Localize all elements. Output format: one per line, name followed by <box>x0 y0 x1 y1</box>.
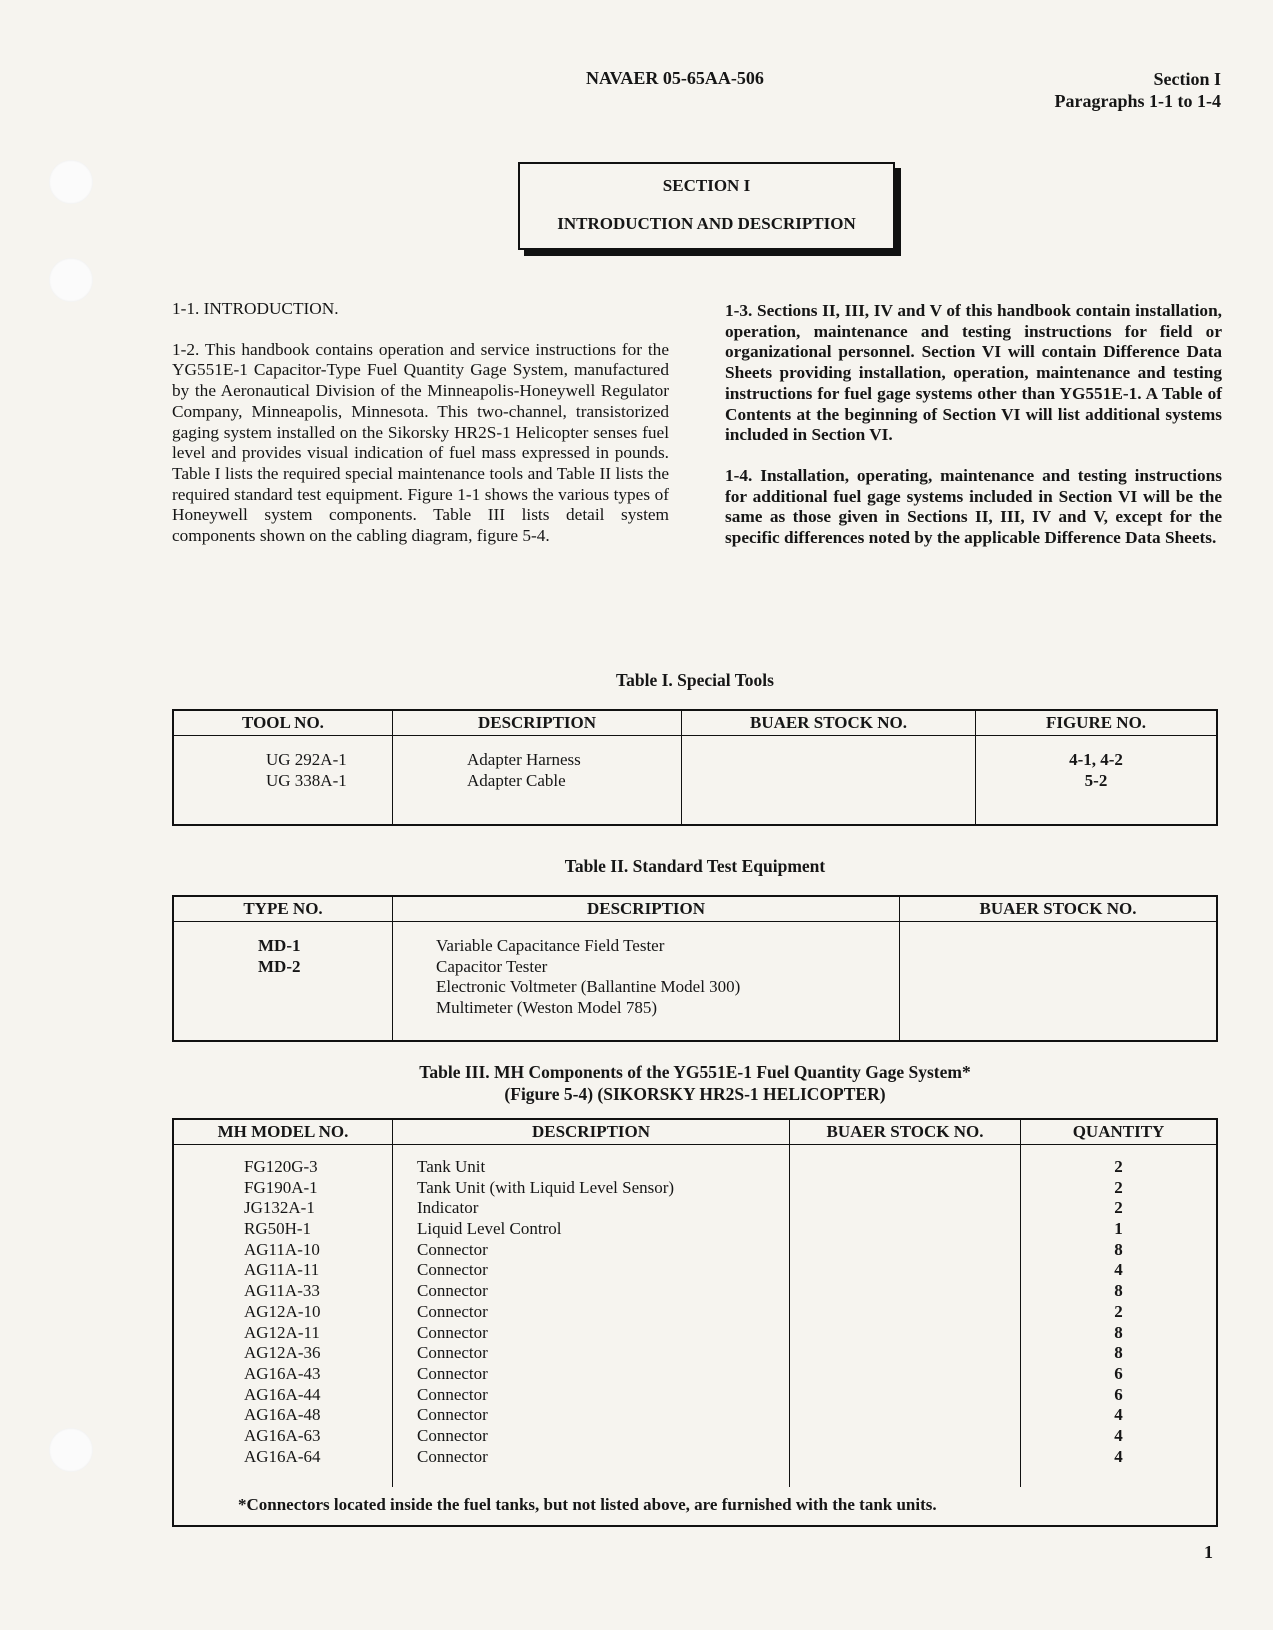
cell-text: 2 <box>1114 1157 1123 1176</box>
column-header: DESCRIPTION <box>393 1119 790 1145</box>
table3-caption <box>172 1061 1218 1105</box>
cell-text: UG 292A-1 <box>266 750 347 769</box>
description-cell <box>393 736 682 826</box>
paragraph-1-4: 1-4. Installation, operating, maintenance and testing instructions for additional fuel gage systems included in Section VI will be the same as those given in Sections II, III, IV and V, except for the specific differences noted by the applicable Difference Data Sheets. <box>725 465 1222 548</box>
cell-text: AG11A-10 <box>244 1239 320 1259</box>
table-header-row <box>173 1119 1217 1145</box>
column-header: MH MODEL NO. <box>173 1119 393 1145</box>
cell-text: AG16A-48 <box>244 1405 321 1425</box>
cell-text: 6 <box>1114 1384 1123 1404</box>
binder-hole-top <box>49 160 93 204</box>
cell-text: 2 <box>1114 1177 1123 1197</box>
table-body-row <box>173 736 1217 826</box>
cell-text: 2 <box>1114 1301 1123 1321</box>
table3-caption-line2: (Figure 5-4) (SIKORSKY HR2S-1 HELICOPTER) <box>504 1084 886 1104</box>
cell-text: Connector <box>417 1446 488 1466</box>
stock-no-cell <box>900 922 1218 1042</box>
cell-text: Connector <box>417 1425 488 1445</box>
column-header: TYPE NO. <box>173 896 393 922</box>
cell-text: 5-2 <box>1084 770 1108 790</box>
table-body-row <box>173 922 1217 1042</box>
cell-text: Adapter Harness <box>467 750 581 769</box>
table-body-row <box>173 1145 1217 1488</box>
cell-text: Connector <box>417 1363 488 1383</box>
cell-text: 2 <box>1114 1198 1123 1218</box>
binder-hole-2 <box>49 258 93 302</box>
introduction-heading: 1-1. INTRODUCTION. <box>172 299 339 318</box>
cell-text: Connector <box>417 1301 488 1321</box>
standard-test-equipment-table <box>172 895 1218 1042</box>
model-no-cell <box>173 1145 393 1488</box>
cell-text: 4-1, 4-2 <box>1069 750 1123 769</box>
cell-text: 1 <box>1114 1219 1123 1239</box>
cell-text: 4 <box>1114 1425 1123 1445</box>
document-number: NAVAER 05-65AA-506 <box>586 68 764 88</box>
column-header: BUAER STOCK NO. <box>900 896 1218 922</box>
type-no-cell <box>173 922 393 1042</box>
cell-text: AG12A-11 <box>244 1322 320 1342</box>
section-subtitle: INTRODUCTION AND DESCRIPTION <box>557 214 856 233</box>
cell-text: Tank Unit (with Liquid Level Sensor) <box>417 1177 675 1197</box>
cell-text: Connector <box>417 1281 488 1301</box>
paragraphs-label: Paragraphs 1-1 to 1-4 <box>1054 91 1221 111</box>
cell-text: Electronic Voltmeter (Ballantine Model 300) <box>436 977 741 997</box>
cell-text: Adapter Cable <box>467 770 566 790</box>
cell-text: Connector <box>417 1239 488 1259</box>
cell-text: 4 <box>1114 1260 1123 1280</box>
table3-caption-line1: Table III. MH Components of the YG551E-1 Fuel Quantity Gage System* <box>419 1062 971 1082</box>
column-header: DESCRIPTION <box>393 710 682 736</box>
column-header: TOOL NO. <box>173 710 393 736</box>
cell-text: Capacitor Tester <box>436 956 548 976</box>
page-number: 1 <box>1204 1542 1213 1562</box>
table-header-row <box>173 710 1217 736</box>
stock-no-cell <box>790 1145 1021 1488</box>
paragraph-1-2: 1-2. This handbook contains operation and service instructions for the YG551E-1 Capacitor-Type Fuel Quantity Gage System, manufactured by the Aeronautical Division of the Minneapolis-Honeywell Regulator Company, Minneapolis, Minnesota. This two-channel, transistorized gaging system installed on the Sikorsky HR2S-1 Helicopter senses fuel level and provides visual indication of fuel mass expressed in pounds. Table I lists the required special maintenance tools and Table II lists the required standard test equipment. Figure 1-1 shows the various types of Honeywell system components. Table III lists detail system components shown on the cabling diagram, figure 5-4. <box>172 339 669 546</box>
cell-text: 8 <box>1114 1239 1123 1259</box>
paragraph-1-3: 1-3. Sections II, III, IV and V of this handbook contain installation, operation, maintenance and testing instructions for field or organizational personnel. Section VI will contain Difference Data Sheets providing installation, operation, maintenance and testing instructions for fuel gage systems other than YG551E-1. A Table of Contents at the beginning of Section VI will list additional systems included in Section VI. <box>725 301 1222 445</box>
section-label: Section I <box>1153 69 1221 89</box>
cell-text: Multimeter (Weston Model 785) <box>436 998 658 1018</box>
cell-text: Connector <box>417 1260 488 1280</box>
description-cell <box>393 1145 790 1488</box>
right-column <box>725 301 1222 569</box>
table-footnote-row <box>173 1487 1217 1526</box>
cell-text: FG190A-1 <box>244 1177 318 1197</box>
table-header-row <box>173 896 1217 922</box>
column-header: BUAER STOCK NO. <box>682 710 976 736</box>
tool-no-cell <box>173 736 393 826</box>
cell-text: 4 <box>1114 1446 1123 1466</box>
description-cell <box>393 922 900 1042</box>
section-header <box>1055 68 1221 112</box>
cell-text: MD-2 <box>258 956 301 976</box>
cell-text: Connector <box>417 1322 488 1342</box>
cell-text: MD-1 <box>258 936 301 955</box>
cell-text: Connector <box>417 1405 488 1425</box>
footnote: *Connectors located inside the fuel tanks, but not listed above, are furnished with the tank units. <box>173 1487 1217 1526</box>
cell-text: 8 <box>1114 1281 1123 1301</box>
section-title: SECTION I <box>662 176 751 195</box>
cell-text: AG11A-33 <box>244 1281 320 1301</box>
table1-caption: Table I. Special Tools <box>616 670 774 690</box>
table2-caption: Table II. Standard Test Equipment <box>564 856 826 876</box>
cell-text: AG16A-63 <box>244 1425 321 1445</box>
cell-text: Liquid Level Control <box>417 1219 562 1239</box>
cell-text: AG16A-64 <box>244 1446 321 1466</box>
cell-text: AG12A-36 <box>244 1343 321 1363</box>
cell-text: JG132A-1 <box>244 1198 315 1218</box>
mh-components-table <box>172 1118 1218 1527</box>
column-header: QUANTITY <box>1021 1119 1218 1145</box>
cell-text: 6 <box>1114 1363 1123 1383</box>
quantity-cell <box>1021 1145 1218 1488</box>
cell-text: Connector <box>417 1343 488 1363</box>
cell-text: Variable Capacitance Field Tester <box>436 936 665 955</box>
cell-text: Indicator <box>417 1198 479 1218</box>
left-column <box>172 299 669 567</box>
column-header: DESCRIPTION <box>393 896 900 922</box>
cell-text: AG16A-44 <box>244 1384 321 1404</box>
stock-no-cell <box>682 736 976 826</box>
cell-text: Tank Unit <box>417 1157 486 1176</box>
figure-no-cell <box>976 736 1218 826</box>
column-header: FIGURE NO. <box>976 710 1218 736</box>
column-header: BUAER STOCK NO. <box>790 1119 1021 1145</box>
binder-hole-3 <box>49 1428 93 1472</box>
cell-text: 4 <box>1114 1405 1123 1425</box>
cell-text: AG16A-43 <box>244 1363 321 1383</box>
cell-text: RG50H-1 <box>244 1219 312 1239</box>
special-tools-table <box>172 709 1218 826</box>
cell-text: 8 <box>1114 1343 1123 1363</box>
cell-text: AG12A-10 <box>244 1301 321 1321</box>
cell-text: 8 <box>1114 1322 1123 1342</box>
cell-text: AG11A-11 <box>244 1260 320 1280</box>
cell-text: UG 338A-1 <box>266 770 347 790</box>
cell-text: Connector <box>417 1384 488 1404</box>
section-title-box <box>518 162 895 250</box>
cell-text: FG120G-3 <box>244 1157 318 1176</box>
